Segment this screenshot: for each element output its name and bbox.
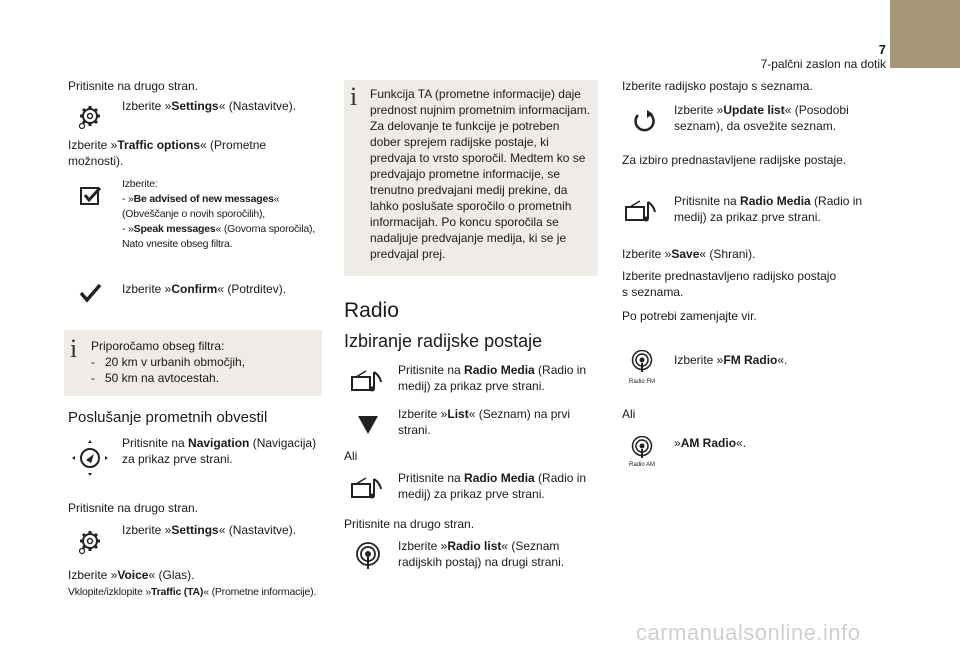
info-icon: i — [350, 82, 358, 111]
list-instruction: Izberite »List« (Seznam) na prvi strani. — [398, 407, 571, 437]
update-list-instruction: Izberite »Update list« (Posodobi seznam), da osvežite seznam. — [674, 103, 849, 133]
chapter-tab — [890, 0, 960, 68]
section-title: 7-palčni zaslon na dotik — [760, 57, 886, 71]
radio-media-icon — [350, 475, 384, 503]
right-para-3: Izberite prednastavljeno radijsko postajo s seznama. — [622, 269, 837, 299]
radio-am-icon — [628, 436, 656, 464]
radio-subtitle: Izbiranje radijske postaje — [344, 331, 543, 351]
refresh-icon — [630, 108, 658, 136]
voice-instruction: Izberite »Voice« (Glas). — [68, 568, 195, 582]
radio-title: Radio — [344, 299, 399, 322]
radio-media-icon — [350, 368, 384, 396]
section-heading-traffic: Poslušanje prometnih obvestil — [68, 409, 268, 426]
radio-am-label: Radio AM — [628, 462, 655, 468]
right-para-4: Po potrebi zamenjajte vir. — [622, 309, 757, 323]
options-list: Izberite: - »Be advised of new messages« (Obveščanje o novih sporočilih), - »Speak messages« (Govorna sporočila), Nato vnesite obseg filtra. — [122, 178, 315, 250]
radio-media-instruction-2: Pritisnite na Radio Media (Radio in medij) za prikaz prve strani. — [398, 471, 587, 501]
save-instruction: Izberite »Save« (Shrani). — [622, 247, 756, 261]
watermark: carmanualsonline.info — [636, 620, 861, 645]
right-para-2: Za izbiro prednastavljene radijske postaje. — [622, 153, 847, 167]
radio-media-instruction-3: Pritisnite na Radio Media (Radio in medij) za prikaz prve strani. — [674, 194, 863, 224]
settings-instruction-2: Izberite »Settings« (Nastavitve). — [122, 523, 297, 537]
left-para-4: Pritisnite na drugo stran. — [68, 501, 199, 515]
radio-fm-icon — [628, 350, 656, 378]
gear-icon — [76, 102, 104, 130]
fm-instruction: Izberite »FM Radio«. — [674, 353, 788, 367]
info-box-ta: i Funkcija TA (prometne informacije) daje prednost nujnim prometnim informacijam. Za delovanje te funkcije je potreben dober sprejem radijske postaje, ki predvaja to vrsto sporočil. Medtem ko se predvajajo prometne informacije, se trenutno predvajani medij prekine, da lahko poslušate sporočilo o prometnih informacijah. Po koncu sporočila se nadaljuje predvajanje medija, ki se je predvajal prej. — [344, 80, 598, 276]
list-triangle-icon — [354, 410, 382, 438]
checkbox-icon — [76, 182, 104, 210]
ta-instruction: Vklopite/izklopite »Traffic (TA)« (Prometne informacije). — [68, 586, 317, 598]
radio-media-instruction: Pritisnite na Radio Media (Radio in medij) za prikaz prve strani. — [398, 363, 587, 393]
radio-list-instruction: Izberite »Radio list« (Seznam radijskih postaj) na drugi strani. — [398, 539, 565, 569]
radio-media-icon — [624, 198, 658, 226]
gear-icon — [76, 527, 104, 555]
navigation-instruction: Pritisnite na Navigation (Navigacija) za prikaz prve strani. — [122, 436, 317, 466]
page-number: 7 — [878, 42, 886, 57]
info-icon: i — [70, 334, 78, 363]
right-or: Ali — [622, 407, 636, 421]
checkmark-icon — [76, 279, 104, 307]
confirm-instruction: Izberite »Confirm« (Potrditev). — [122, 282, 287, 296]
radio-fm-label: Radio FM — [628, 379, 655, 385]
middle-other-page: Pritisnite na drugo stran. — [344, 517, 475, 531]
navigation-icon — [70, 438, 110, 478]
left-para-1: Pritisnite na drugo stran. — [68, 79, 199, 93]
am-instruction: »AM Radio«. — [674, 436, 747, 450]
info-box-filter: i Priporočamo obseg filtra: - 20 km v urbanih območjih, - 50 km na avtocestah. — [64, 330, 322, 396]
radio-list-icon — [354, 542, 382, 570]
traffic-options-instruction: Izberite »Traffic options« (Prometne možnosti). — [68, 138, 267, 168]
middle-or: Ali — [344, 449, 358, 463]
right-para-1: Izberite radijsko postajo s seznama. — [622, 79, 813, 93]
settings-instruction: Izberite »Settings« (Nastavitve). — [122, 99, 297, 113]
